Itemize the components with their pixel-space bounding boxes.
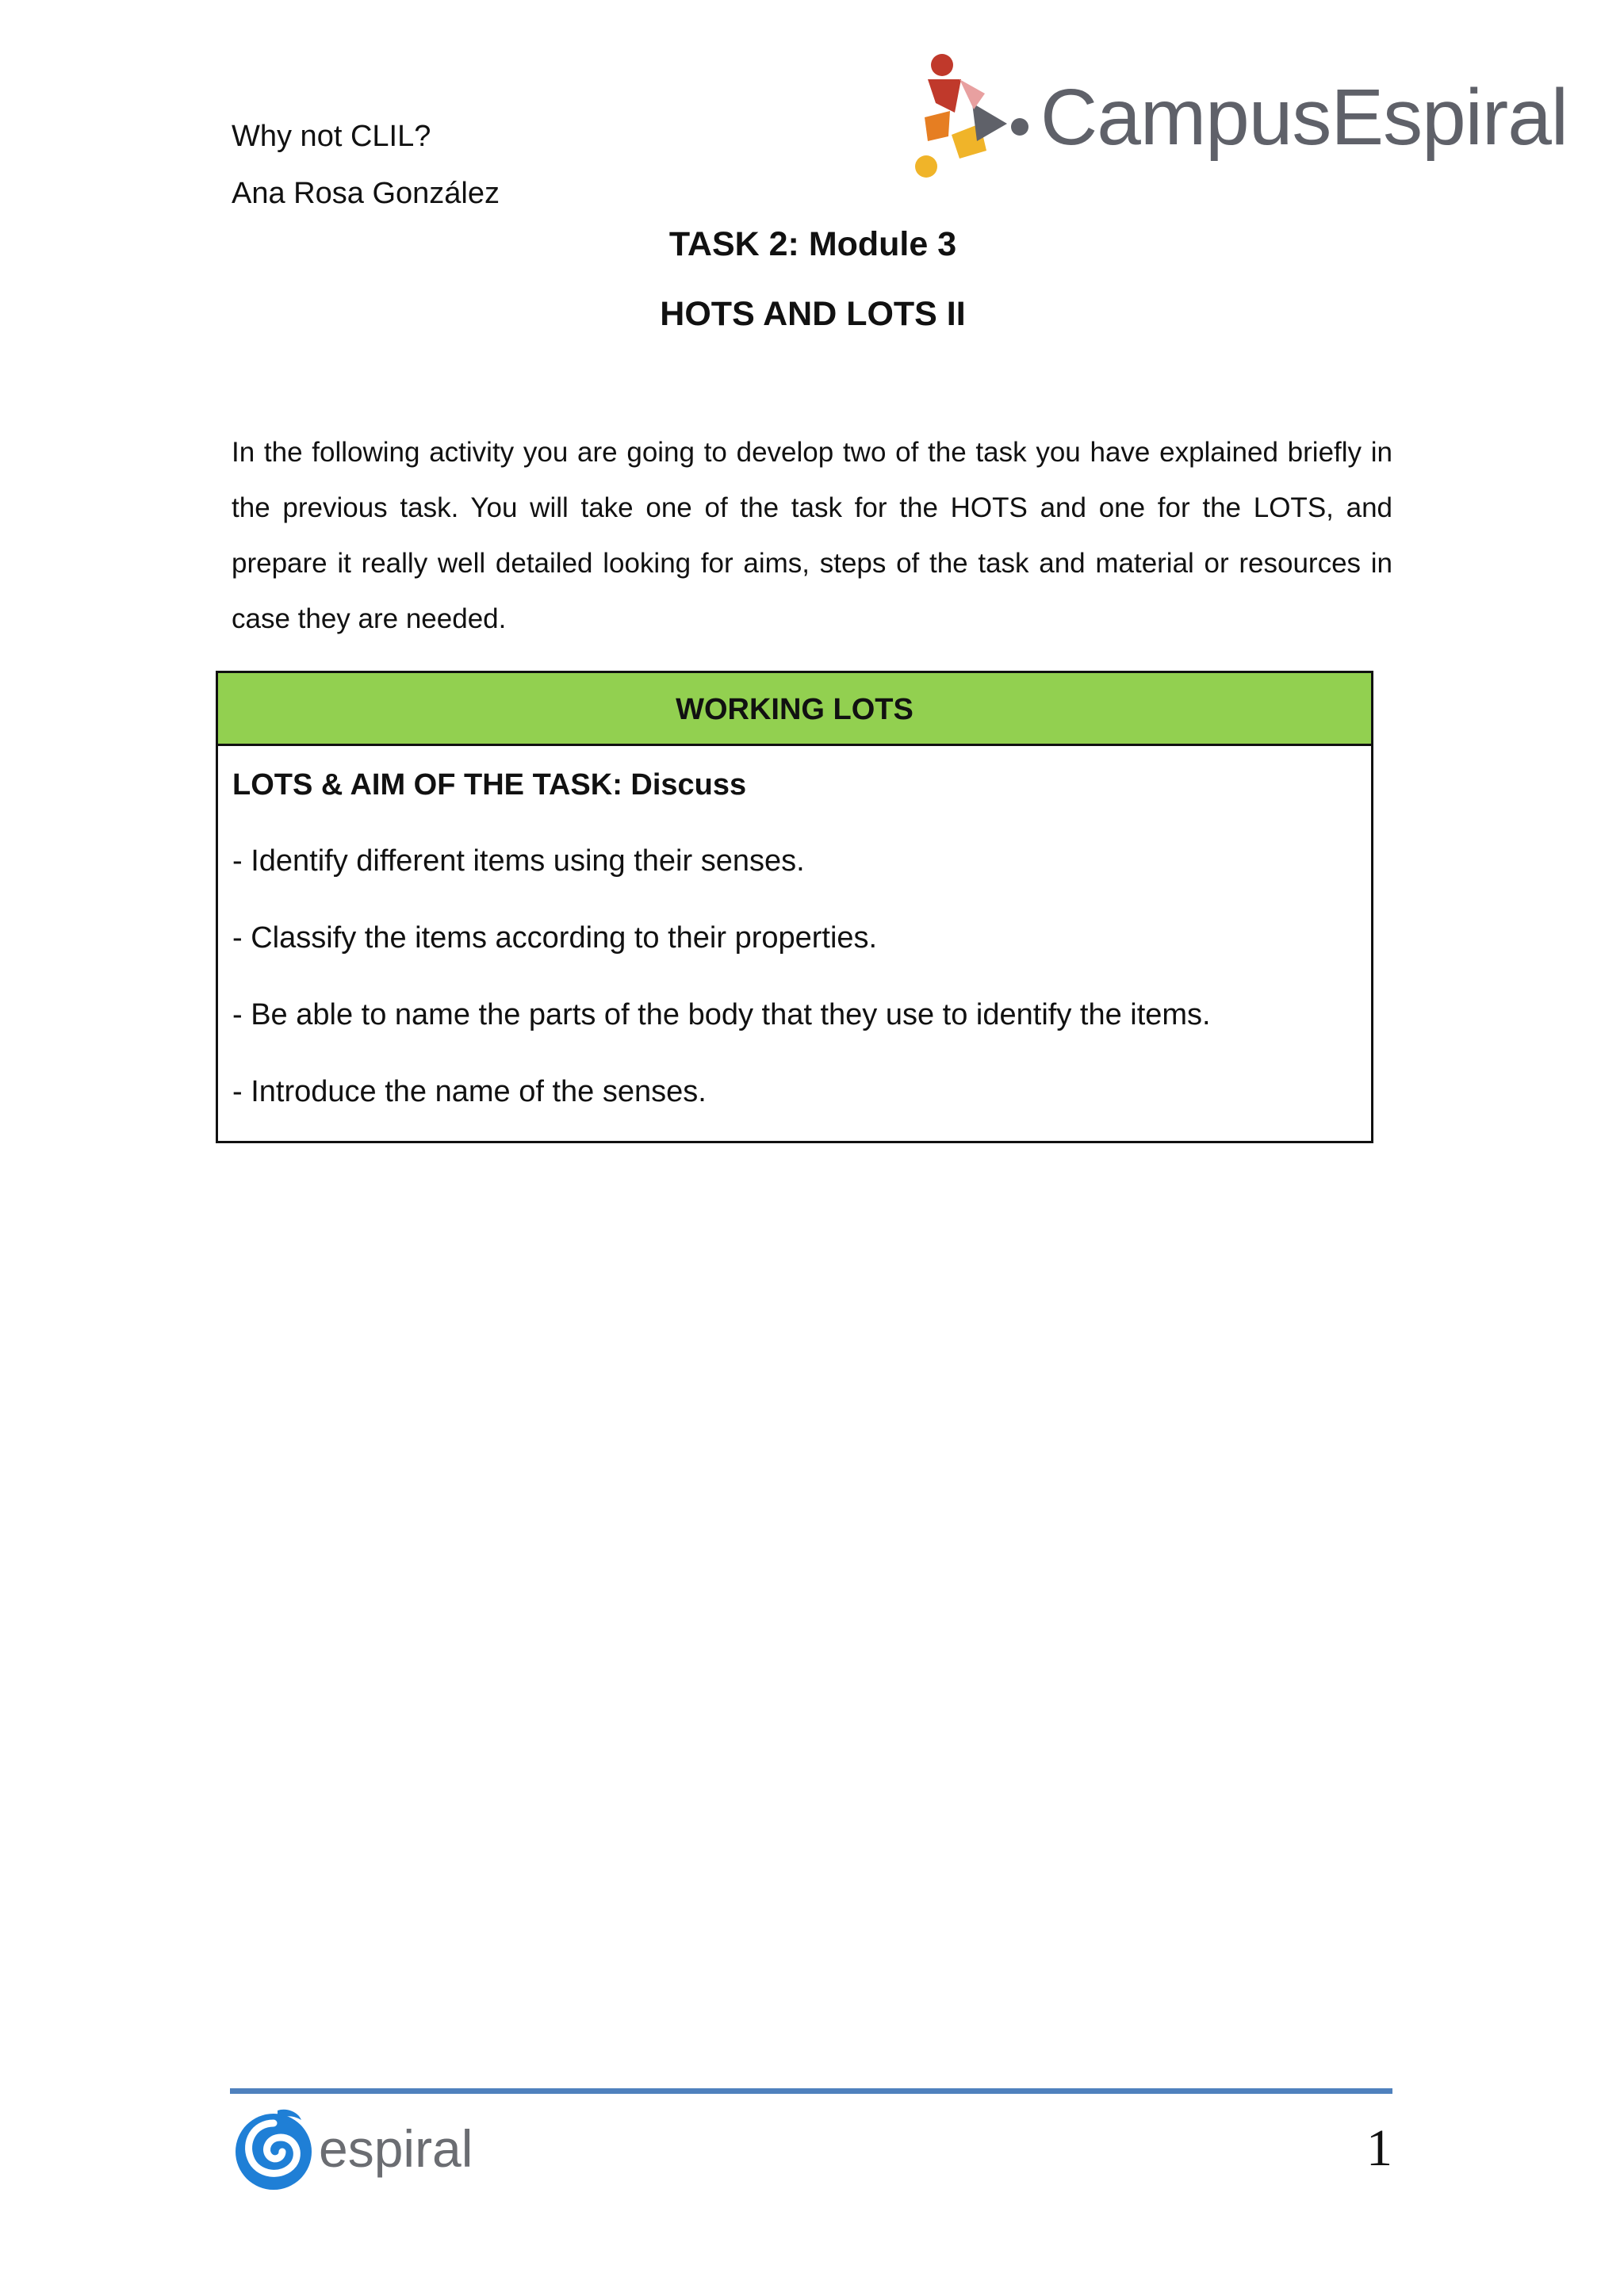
list-item: - Identify different items using their senses. [232,844,805,878]
campus-espiral-logo-icon [904,48,1039,190]
campus-espiral-logo [904,41,1568,192]
author-name: Ana Rosa González [232,177,500,210]
espiral-logo [230,2103,484,2198]
table-header: WORKING LOTS [218,673,1371,746]
footer-brand-name: espiral [319,2119,473,2178]
title-line-2: HOTS AND LOTS II [660,295,966,333]
espiral-swirl-icon [230,2106,317,2193]
footer-divider [230,2088,1392,2094]
course-title: Why not CLIL? [232,120,431,153]
list-item: - Be able to name the parts of the body that they use to identify the items. [232,998,1211,1031]
document-header [232,108,500,222]
intro-paragraph: In the following activity you are going to develop two of the task you have explained briefly in the previous task. You will take one of the task for the HOTS and one for the LOTS, and prepare it really well detailed looking for aims, steps of the task and material or resources in case they are needed. [232,437,1392,634]
list-item: - Classify the items according to their properties. [232,921,878,955]
working-lots-table [216,671,1373,1143]
aim-heading: LOTS & AIM OF THE TASK: Discuss [232,768,747,802]
title-line-1: TASK 2: Module 3 [668,225,957,263]
list-item: - Introduce the name of the senses. [232,1075,707,1108]
brand-name: CampusEspiral [1040,73,1568,162]
page-number: 1 [1366,2119,1392,2177]
table-body [218,746,1371,1119]
